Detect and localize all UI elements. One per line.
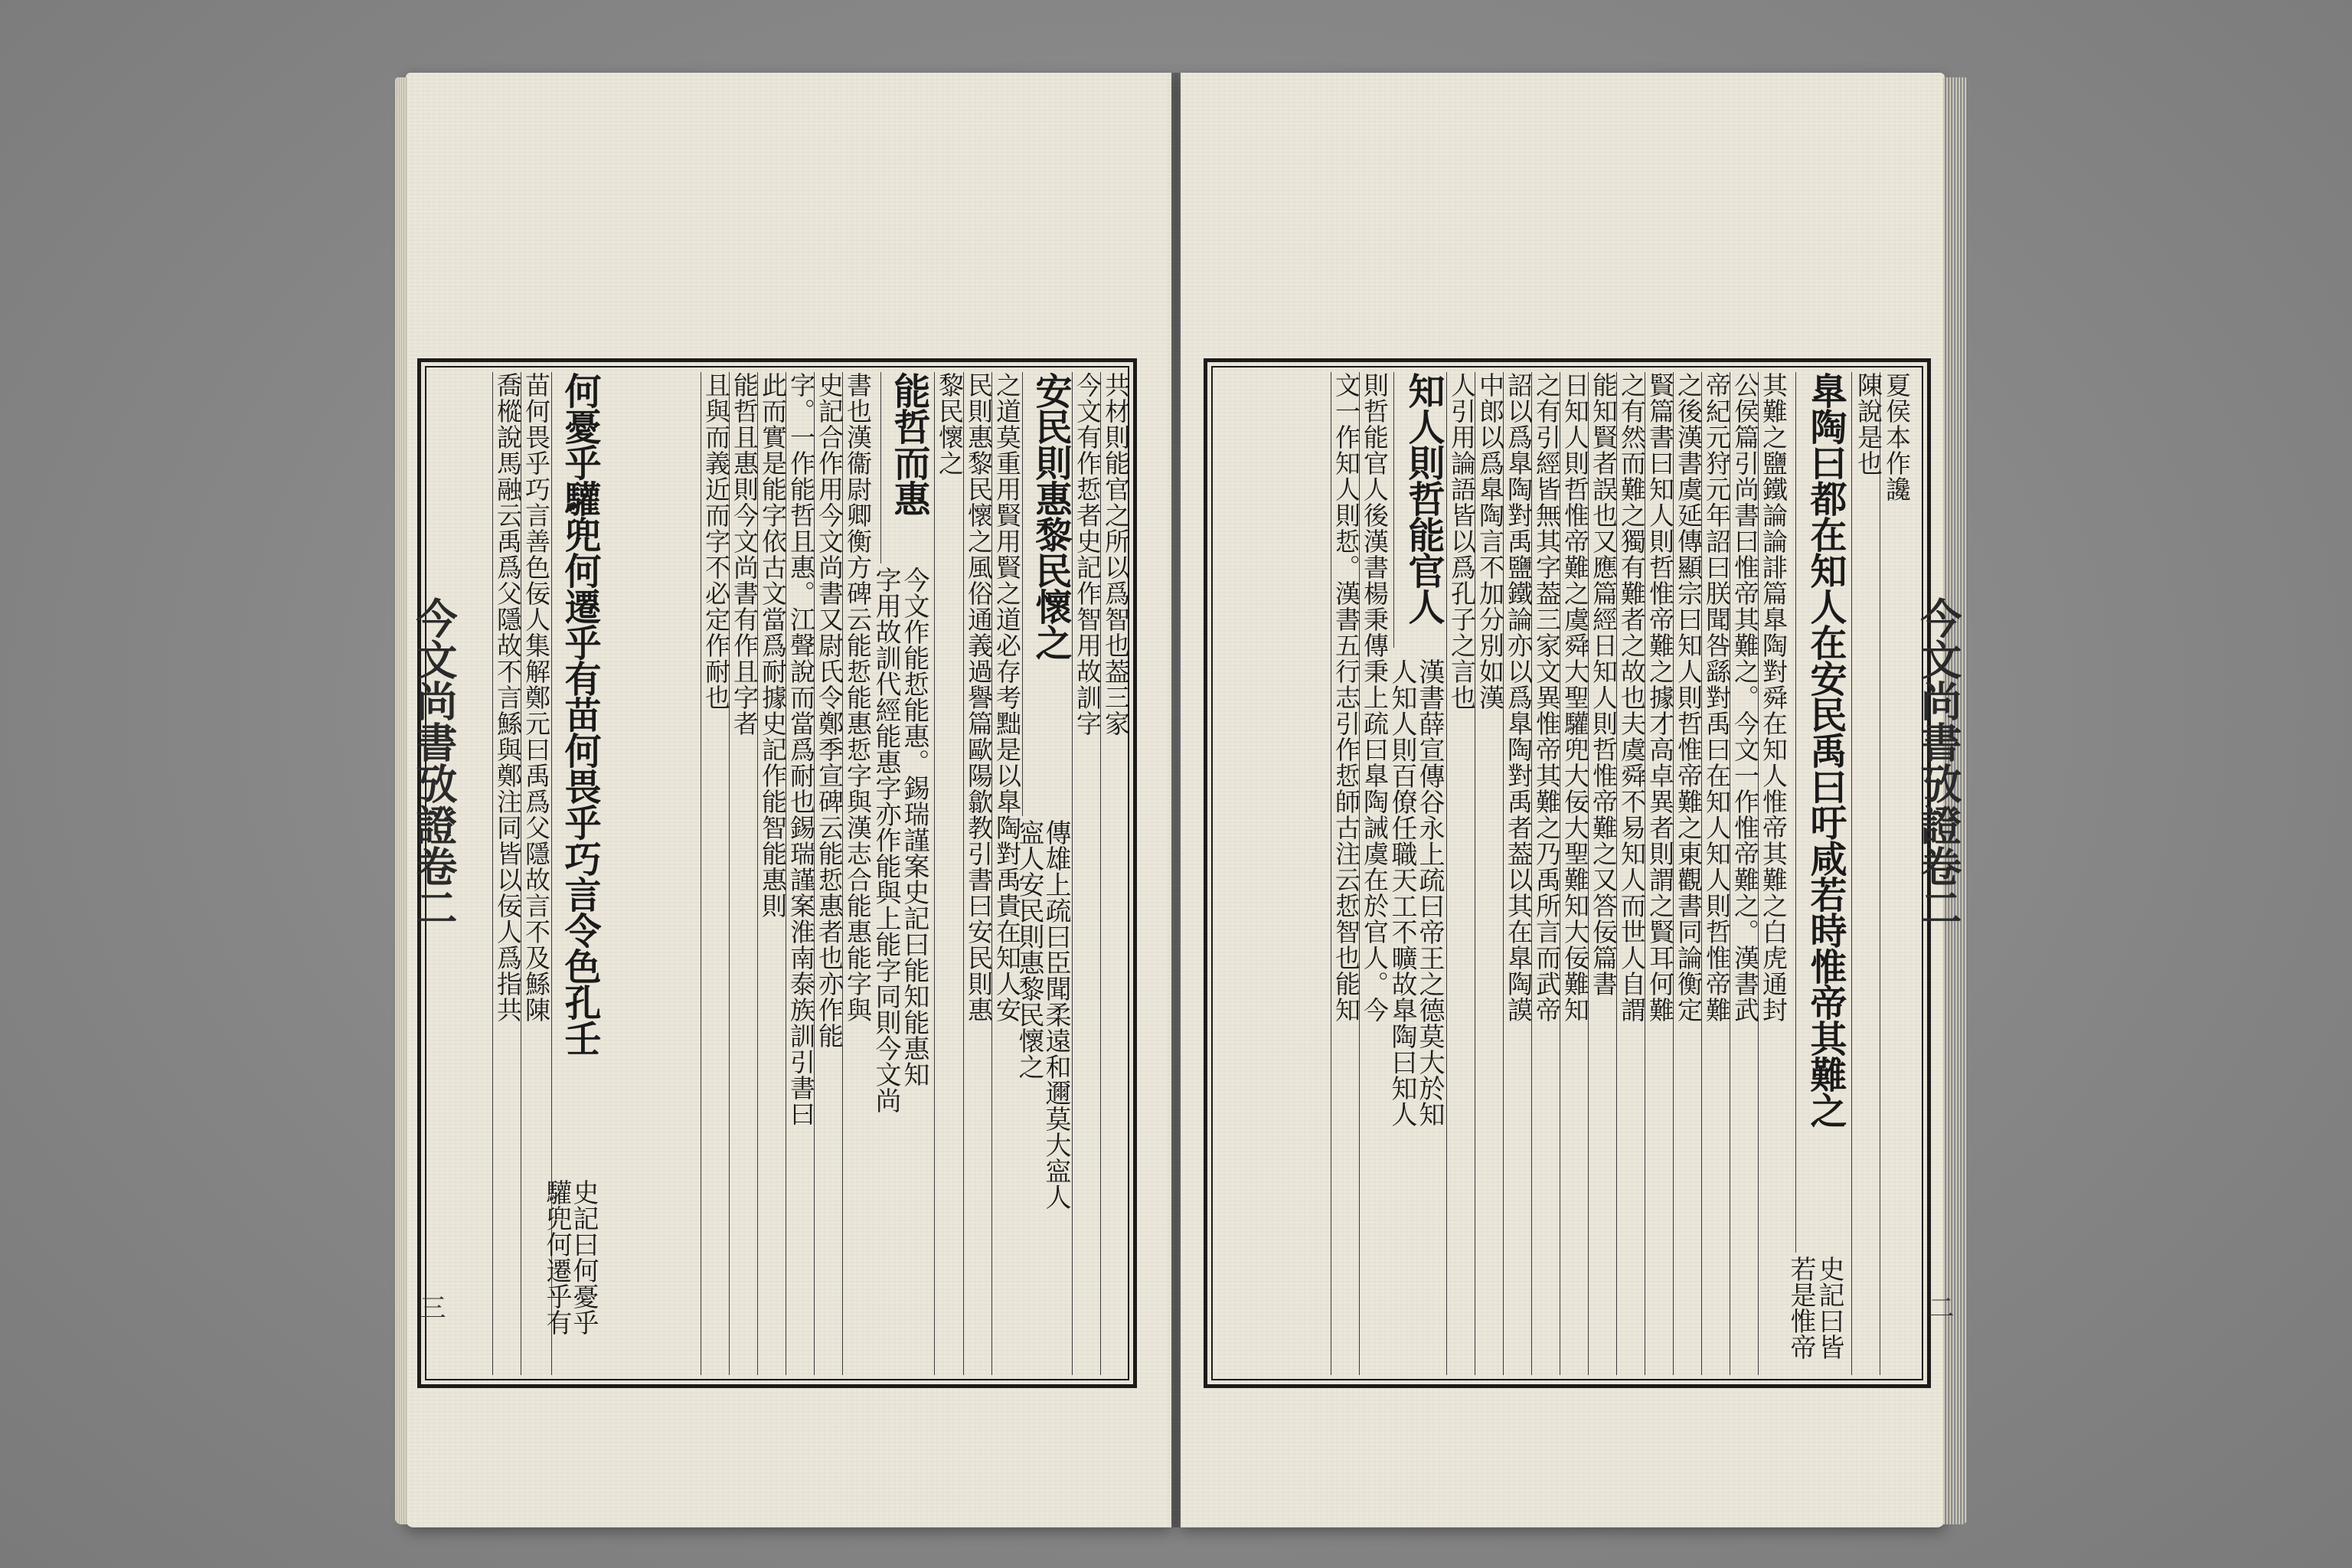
commentary-column: 此而實是能字依古文當爲耐據史記作能智能惠則 [757, 372, 786, 1375]
commentary-column: 今文作能悊能惠。錫瑞謹案史記曰能知能惠知 [899, 567, 929, 1087]
main-text-column: 知人則哲能官人 [1393, 372, 1442, 648]
right-running-title: 今文尚書攷證卷二 [1914, 597, 1963, 928]
commentary-column: 之有引經皆無其字葢三家文異惟帝其難之乃禹所言而武帝 [1531, 372, 1560, 1375]
commentary-column: 中郎以爲臯陶言不加分別如漢 [1475, 372, 1503, 1375]
commentary-column: 漢書薛宣傳谷永上疏曰帝王之德莫大於知 [1414, 658, 1445, 1127]
commentary-column: 其難之鹽鐵論論誹篇臯陶對舜在知人惟帝其難之白虎通封 [1758, 372, 1786, 1375]
main-text-column: 臯陶曰都在知人在安民禹曰吁咸若時惟帝其難之 [1795, 372, 1844, 1253]
main-text-column: 安民則惠黎民懷之 [1022, 372, 1069, 816]
main-text-column: 能哲而惠 [880, 372, 927, 564]
commentary-column: 史記曰皆 [1814, 1256, 1844, 1360]
commentary-column: 賢篇書曰知人則哲惟帝難之據才高卓異者則謂之賢耳何難 [1645, 372, 1673, 1375]
commentary-column: 之有然而難之獨有難者之故也夫虞舜不易知人而世人自謂 [1616, 372, 1645, 1375]
page-edges-left [395, 77, 407, 1524]
commentary-column: 若是惟帝 [1785, 1256, 1816, 1360]
commentary-column: 喬樅說馬融云禹爲父隱故不言鯀與鄭注同皆以佞人爲指共 [492, 372, 521, 1375]
commentary-column: 能知賢者誤也又應篇經日知人則哲惟帝難之又答佞篇書 [1588, 372, 1616, 1375]
commentary-column: 之後漢書虞延傳顯宗曰知人則哲惟帝難之東觀書同論衡定 [1673, 372, 1701, 1375]
main-text-column: 何憂乎驩兜何遷乎有苗何畏乎巧言令色孔壬 [551, 372, 598, 1375]
commentary-column: 史記曰何憂乎 [568, 1179, 599, 1335]
commentary-column: 傳雄上疏曰臣聞柔遠和邇莫大寍人 [1040, 819, 1071, 1210]
commentary-column: 且與而義近而字不必定作耐也 [701, 372, 729, 1375]
text-column: 陳說是也 [1851, 372, 1881, 1375]
commentary-column: 日知人則哲惟帝難之虞舜大聖驩兜大佞大聖難知大佞難知 [1560, 372, 1588, 1375]
left-running-title: 今文尚書攷證卷二 [410, 597, 459, 928]
commentary-column: 詔以爲臯陶對禹鹽鐵論亦以爲臯陶對禹者葢以其在臯陶謨 [1503, 372, 1531, 1375]
commentary-column: 之道莫重用賢用賢之道必存考黜是以臯陶對禹貴在知人安 [991, 372, 1020, 1375]
commentary-column: 人引用論語皆以爲孔子之言也 [1446, 372, 1475, 1375]
commentary-column: 苗何畏乎巧言善色佞人集解鄭元曰禹爲父隱故言不及鯀陳 [521, 372, 549, 1375]
commentary-column: 能哲且惠則今文尚書有作且字者 [729, 372, 757, 1375]
text-column: 黎民懷之 [934, 372, 962, 1375]
commentary-column: 書也漢衞尉卿衡方碑云能悊能惠悊字與漢志合能惠能字與 [842, 372, 871, 1375]
commentary-column: 史記合作用今文尚書又尉氏令鄭季宣碑云能悊惠者也亦作能 [814, 372, 842, 1375]
right-page-number: 二 [1923, 1294, 1954, 1320]
commentary-column: 人知人則百僚任職天工不曠故臯陶曰知人 [1387, 658, 1417, 1127]
commentary-column: 寍人安民則惠黎民懷之 [1014, 819, 1044, 1080]
commentary-column: 驩兜何遷乎有 [541, 1179, 572, 1335]
commentary-column: 公侯篇引尚書曰惟帝其難之。今文一作惟帝難之。漢書武 [1730, 372, 1758, 1375]
commentary-column: 文一作知人則悊。漢書五行志引作悊師古注云悊智也能知 [1331, 372, 1359, 1375]
text-column: 今文有作悊者史記作智用故訓字 [1072, 372, 1100, 1375]
commentary-column: 帝紀元狩元年詔曰朕聞咎繇對禹曰在知人知人則哲惟帝難 [1701, 372, 1730, 1375]
commentary-column: 字用故訓代經能惠字亦作能與上能字同則今文尚 [871, 567, 901, 1113]
left-page-number: 三 [415, 1294, 446, 1320]
text-column: 夏侯本作讒 [1880, 372, 1909, 1375]
commentary-column: 字。一作能哲且惠。江聲說而當爲耐也錫瑞謹案淮南泰族訓引書曰 [786, 372, 814, 1375]
commentary-column: 民則惠黎民懷之風俗通義過譽篇歐陽歙教引書曰安民則惠 [963, 372, 991, 1375]
text-column: 共材則能官之所以爲智也葢三家 [1100, 372, 1129, 1375]
commentary-column: 則哲能官人後漢書楊秉傳秉上疏曰臯陶誡虞在於官人。今 [1359, 372, 1387, 1375]
